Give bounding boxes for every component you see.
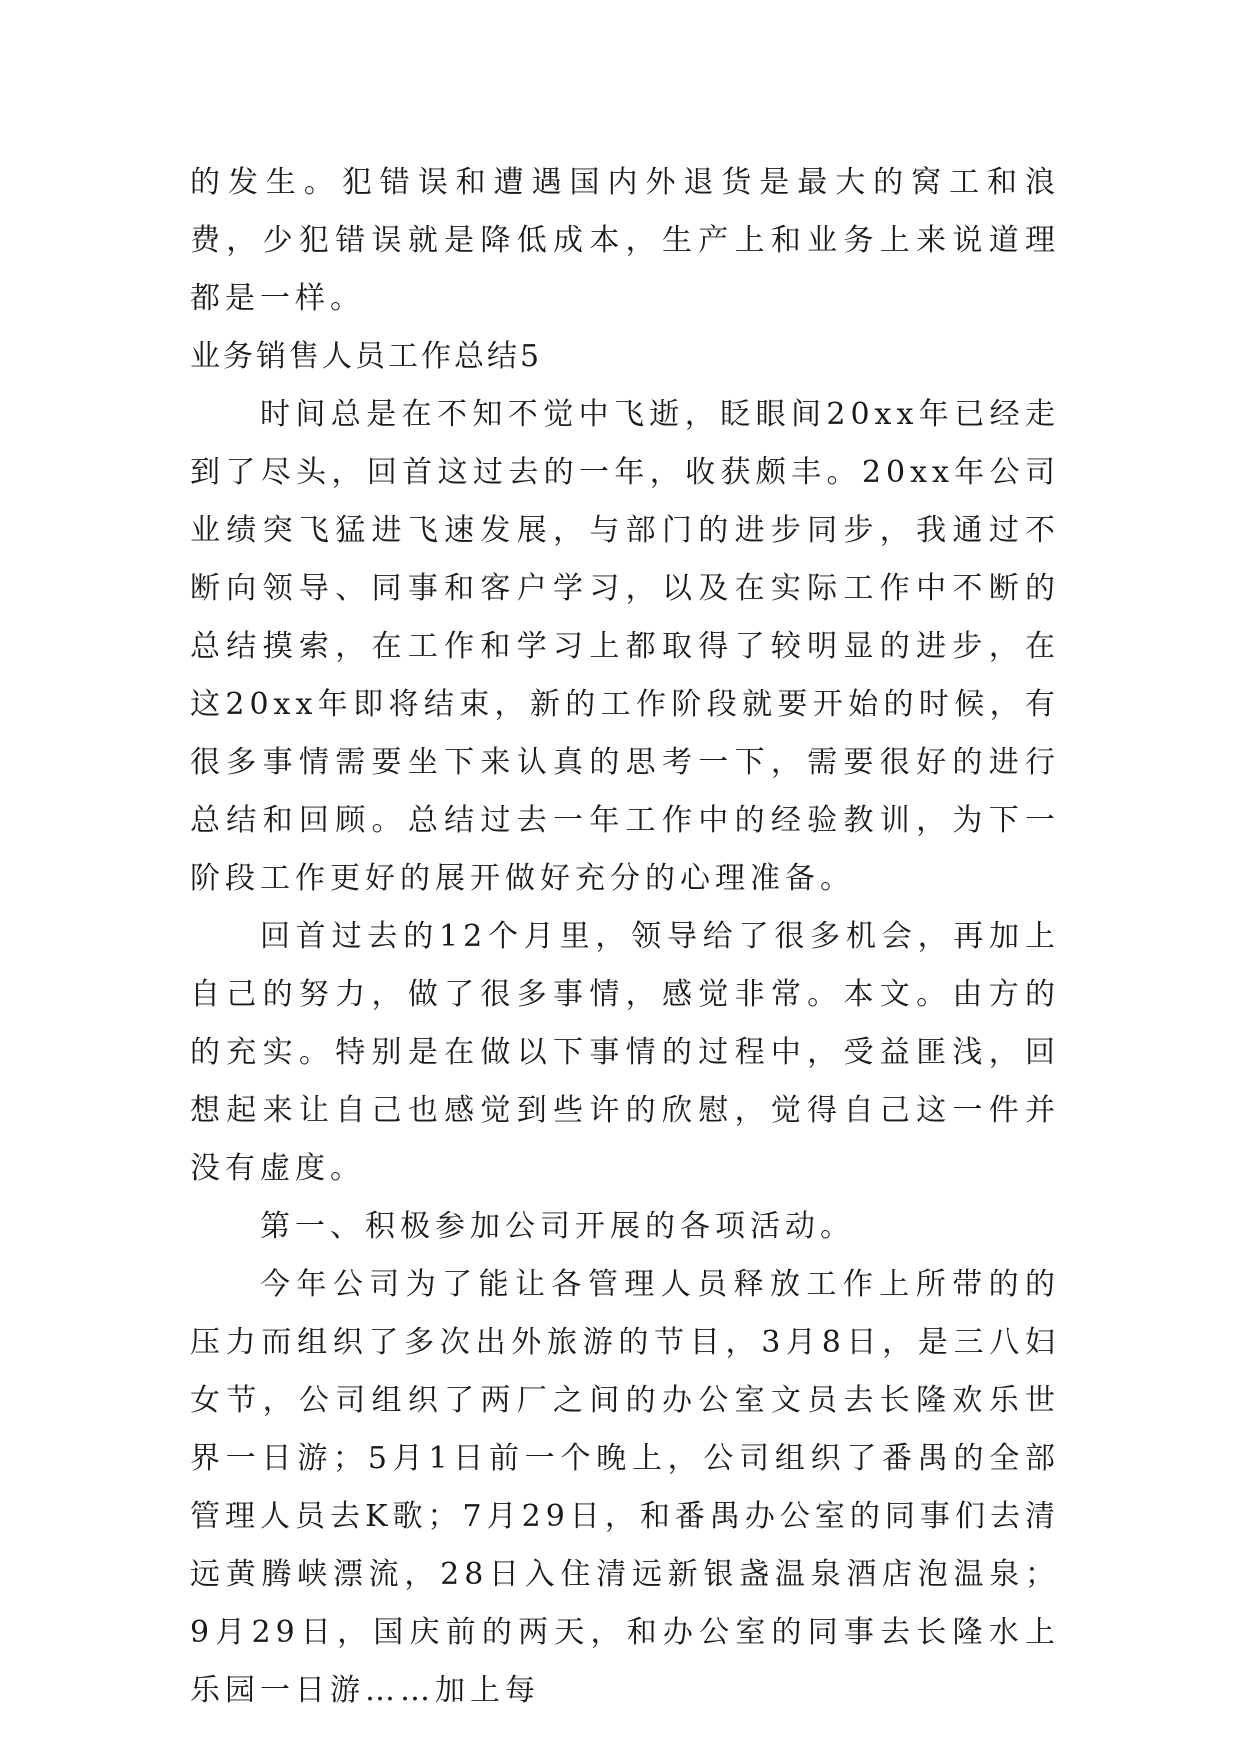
paragraph: 时间总是在不知不觉中飞逝，眨眼间20xx年已经走到了尽头，回首这过去的一年，收获颇丰。20xx年公司业绩突飞猛进飞速发展，与部门的进步同步，我通过不断向领导、同事和客户学习，以及在实际工作中不断的总结摸索，在工作和学习上都取得了较明显的进步，在这20xx年即将结束，新的工作阶段就要开始的时候，有很多事情需要坐下来认真的思考一下，需要很好的进行总结和回顾。总结过去一年工作中的经验教训，为下一阶段工作更好的展开做好充分的心理准备。: [190, 397, 1060, 896]
section-heading: 业务销售人员工作总结5: [190, 339, 543, 374]
paragraph-continuation: 的发生。犯错误和遭遇国内外退货是最大的窝工和浪费，少犯错误就是降低成本，生产上和业务上来说道理都是一样。: [190, 165, 1060, 316]
paragraph-subheading: 第一、积极参加公司开展的各项活动。: [260, 1209, 855, 1244]
paragraph: 今年公司为了能让各管理人员释放工作上所带的的压力而组织了多次出外旅游的节目，3月8日，是三八妇女节，公司组织了两厂之间的办公室文员去长隆欢乐世界一日游；5月1日前一个晚上，公司组织了番禺的全部管理人员去K歌；7月29日，和番禺办公室的同事们去清远黄腾峡漂流，28日入住清远新银盏温泉酒店泡温泉；9月29日，国庆前的两天，和办公室的同事去长隆水上乐园一日游……加上每: [190, 1267, 1060, 1708]
paragraph: 回首过去的12个月里，领导给了很多机会，再加上自己的努力，做了很多事情，感觉非常。本文。由方的的充实。特别是在做以下事情的过程中，受益匪浅，回想起来让自己也感觉到些许的欣慰，觉得自己这一件并没有虚度。: [190, 919, 1060, 1186]
document-body: [190, 154, 1060, 1720]
